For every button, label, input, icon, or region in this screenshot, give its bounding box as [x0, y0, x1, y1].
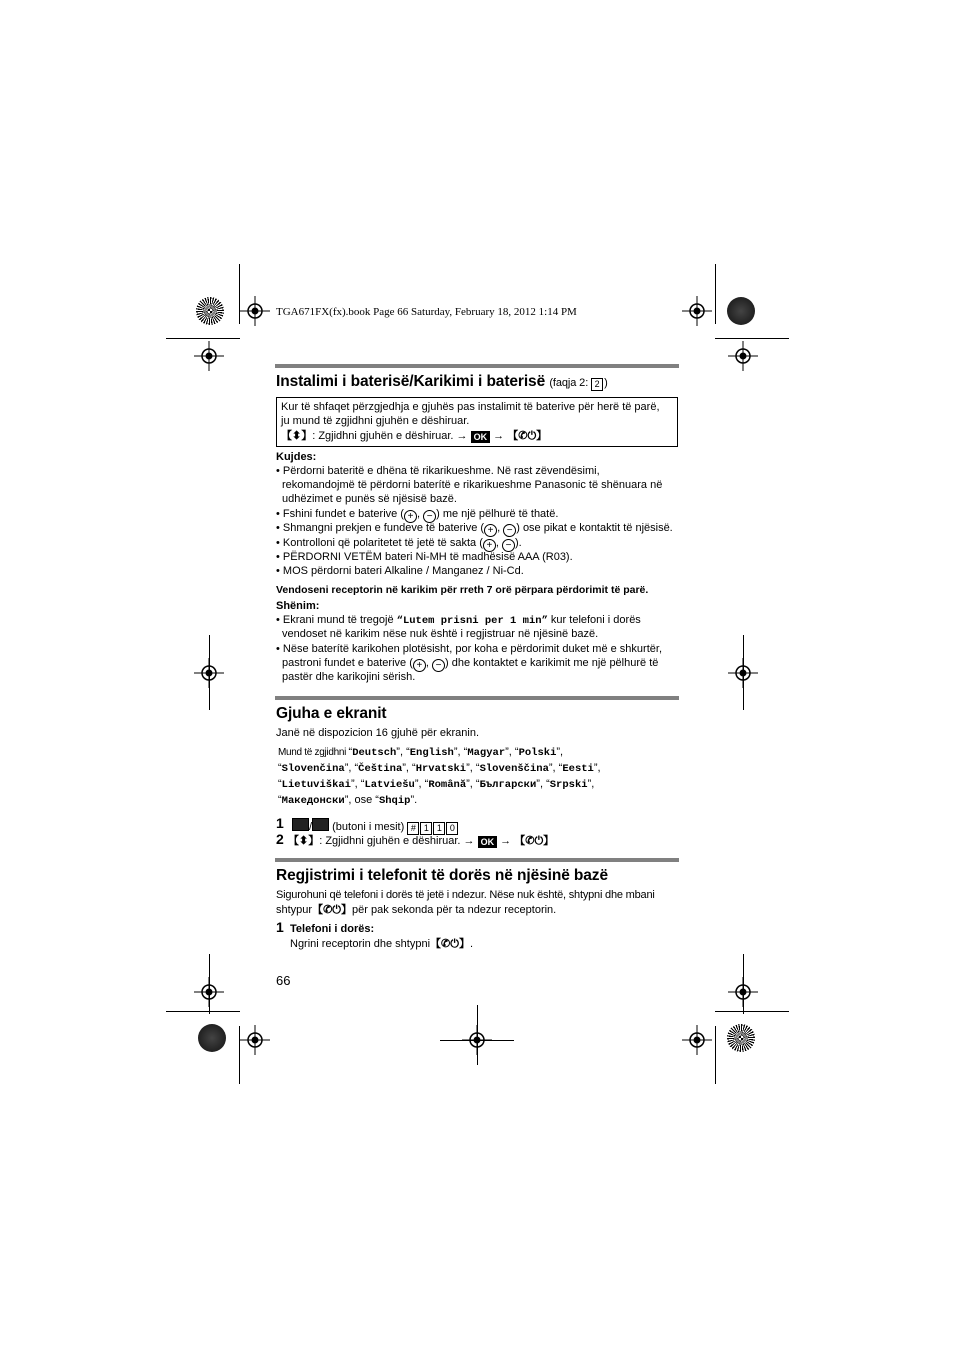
- notes-title: Shënim:: [276, 600, 320, 612]
- plus-icon: +: [404, 510, 417, 523]
- step-text: Ngrini receptorin dhe shtypni【✆⏻】.: [290, 938, 474, 950]
- registration-mark-icon: [728, 341, 758, 371]
- caution-item: • PËRDORNI VETËM bateri Ni-MH të madhësisë AAA (R03).: [276, 551, 573, 563]
- registration-mark-icon: [194, 341, 224, 371]
- minus-icon: −: [423, 510, 436, 523]
- step-title: Telefoni i dorës:: [290, 923, 375, 935]
- navigator-key-icon: 【⬍】: [288, 835, 320, 847]
- registration-intro: Sigurohuni që telefoni i dorës të jetë i ndezur. Nëse nuk është, shtypni dhe mbani: [276, 889, 655, 901]
- plus-icon: +: [484, 524, 497, 537]
- star-target-icon: [727, 1024, 755, 1052]
- plus-icon: +: [413, 659, 426, 672]
- section-title-registration: Regjistrimi i telefonit të dorës në njësinë bazë: [276, 867, 608, 884]
- language-line: “Lietuviškai”, “Latviešu”, “Română”, “Български”, “Srpski”,: [278, 778, 595, 791]
- menu-button-icon: [292, 818, 309, 831]
- navigator-key-icon: 【⬍】: [281, 430, 313, 442]
- note-item: • Nëse baterítë karikohen plotësisht, por koha e përdorimit duket më e shkurtër,: [276, 643, 662, 655]
- section-divider: [275, 858, 679, 862]
- note-item: vendoset në karikim nëse nuk është i regjistruar në njësinë bazë.: [282, 628, 599, 640]
- section-divider: [275, 696, 679, 700]
- step-1-text: / (butoni i mesit) # 1 1 0: [292, 818, 459, 835]
- caution-item: • Fshini fundet e baterive ( + , − ) me një pëlhurë të thatë.: [276, 508, 559, 522]
- caution-item: • Shmangni prekjen e fundeve të baterive ( + , − ) ose pikat e kontaktit të njësisë.: [276, 522, 673, 536]
- registration-mark-icon: [240, 296, 270, 326]
- step-number: 1: [276, 815, 284, 831]
- step-number: 1: [276, 919, 284, 935]
- ok-softkey-icon: OK: [478, 836, 498, 848]
- language-line: Mund të zgjidhni “Deutsch”, “English”, “Magyar”, “Polski”,: [278, 746, 564, 759]
- off-key-icon: 【✆⏻】: [514, 835, 555, 847]
- box-line-3: 【⬍】: Zgjidhni gjuhën e dëshiruar. → OK → 【✆⏻】: [281, 430, 548, 442]
- minus-icon: −: [502, 539, 515, 552]
- off-key-icon: 【✆⏻】: [312, 904, 352, 916]
- language-line: “Македонски”, ose “Shqip”.: [278, 794, 418, 807]
- note-item: pastër dhe karikojini sërish.: [282, 671, 416, 683]
- ok-softkey-icon: OK: [471, 431, 491, 443]
- registration-mark-icon: [194, 658, 224, 688]
- page-reference: (faqja 2: 2 ): [549, 377, 608, 389]
- registration-mark-icon: [682, 296, 712, 326]
- registration-mark-icon: [194, 977, 224, 1007]
- section-title-language: Gjuha e ekranit: [276, 705, 387, 722]
- caution-item: rekomandojmë të përdorni baterítë e rikarikueshme Panasonic të shënuara në: [282, 479, 663, 491]
- step-2-text: 【⬍】: Zgjidhni gjuhën e dëshiruar. → OK → 【✆⏻】: [288, 835, 555, 847]
- section-title-battery: Instalimi i baterisë/Karikimi i baterisë (faqja 2: 2 ): [276, 373, 608, 390]
- page-number: 66: [276, 973, 291, 988]
- registration-intro: shtypur【✆⏻】për pak sekonda për ta ndezur receptorin.: [276, 904, 557, 916]
- list-button-icon: [312, 818, 329, 831]
- caution-item: • Përdorni bateritë e dhëna të rikarikueshme. Në rast zëvendësimi,: [276, 465, 600, 477]
- caution-item: • MOS përdorni bateri Alkaline / Manganez / Ni-Cd.: [276, 565, 524, 577]
- registration-mark-icon: [682, 1025, 712, 1055]
- language-line: “Slovenčina”, “Čeština”, “Hrvatski”, “Slovenščina”, “Eesti”,: [278, 762, 601, 775]
- section-divider: [275, 364, 679, 368]
- file-header: TGA671FX(fx).book Page 66 Saturday, February 18, 2012 1:14 PM: [276, 306, 577, 318]
- caution-title: Kujdes:: [276, 451, 317, 463]
- registration-mark-icon: [728, 658, 758, 688]
- box-line-2: ju mund të zgjidhni gjuhën e dëshiruar.: [281, 415, 470, 427]
- box-line-1: Kur të shfaqet përzgjedhja e gjuhës pas instalimit të baterive për herë të parë,: [281, 401, 660, 413]
- plus-icon: +: [483, 539, 496, 552]
- language-intro: Janë në dispozicion 16 gjuhë për ekranin.: [276, 727, 480, 739]
- star-target-icon: [196, 297, 224, 325]
- note-item: • Ekrani mund të tregojë “Lutem prisni per 1 min” kur telefoni i dorës: [276, 614, 641, 627]
- minus-icon: −: [503, 524, 516, 537]
- caution-item: udhëzimet e punës së njësisë bazë.: [282, 493, 457, 505]
- off-key-icon: 【✆⏻】: [507, 430, 548, 442]
- step-number: 2: [276, 831, 284, 847]
- off-key-icon: 【✆⏻】: [430, 938, 470, 950]
- note-item: pastroni fundet e baterive ( + , − ) dhe kontaktet e karikimit me një pëlhurë të: [282, 657, 659, 671]
- registration-mark-icon: [240, 1025, 270, 1055]
- caution-item: • Kontrolloni që polaritetet të jetë të sakta ( + , − ).: [276, 537, 522, 551]
- minus-icon: −: [432, 659, 445, 672]
- gray-target-icon: [727, 297, 755, 325]
- registration-mark-icon: [728, 977, 758, 1007]
- charge-note: Vendoseni receptorin në karikim për rreth 7 orë përpara përdorimit të parë.: [276, 584, 649, 596]
- gray-target-icon: [198, 1024, 226, 1052]
